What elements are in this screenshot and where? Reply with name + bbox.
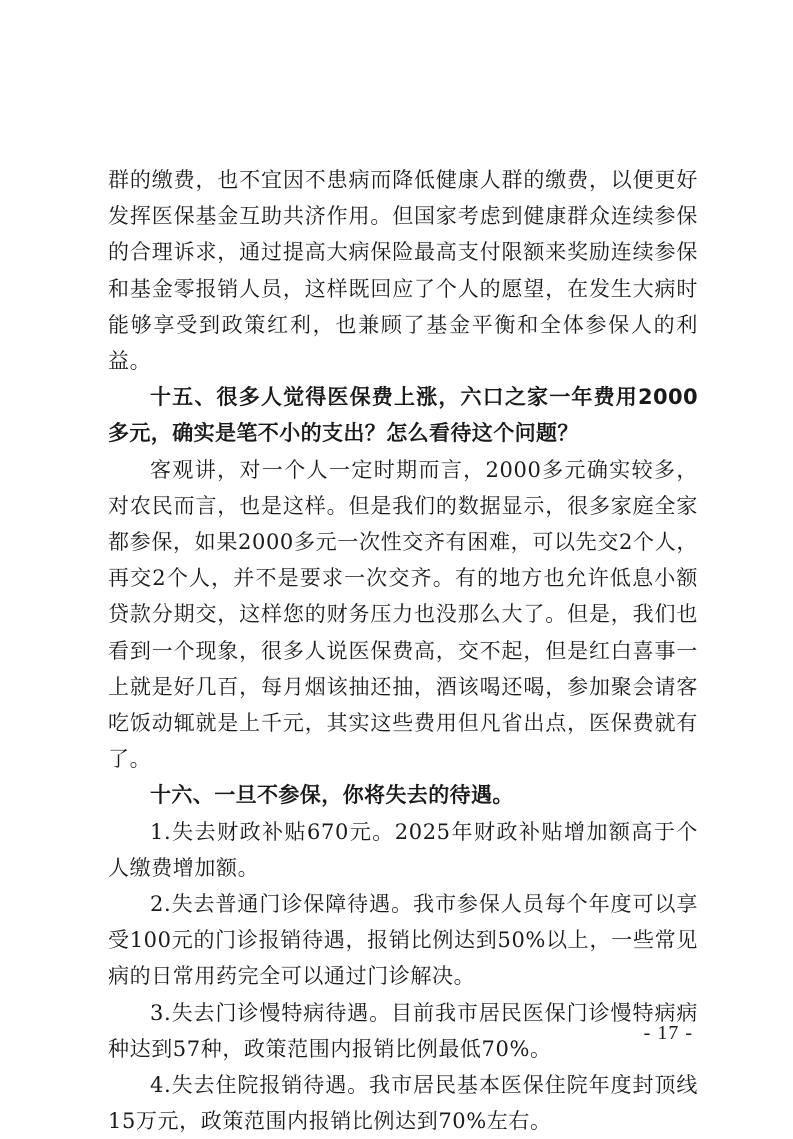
list-item-chronic-disease: 3.失去门诊慢特病待遇。目前我市居民医保门诊慢特病病种达到57种，政策范围内报销比例最低70%。	[108, 1000, 698, 1061]
page-number: - 17 -	[643, 1022, 693, 1044]
list-item-outpatient: 2.失去普通门诊保障待遇。我市参保人员每个年度可以享受100元的门诊报销待遇，报销比例达到50%以上，一些常见病的日常用药完全可以通过门诊解决。	[108, 892, 698, 989]
list-item-hospitalization: 4.失去住院报销待遇。我市居民基本医保住院年度封顶线15万元，政策范围内报销比例达到70%左右。	[108, 1073, 698, 1134]
paragraph-cost-discussion: 客观讲，对一个人一定时期而言，2000多元确实较多，对农民而言，也是这样。但是我们的数据显示，很多家庭全家都参保，如果2000多元一次性交齐有困难，可以先交2个人，再交2个人，并不是要求一次交齐。有的地方也允许低息小额贷款分期交，这样您的财务压力也没那么大了。但是，我们也看到一个现象，很多人说医保费高，交不起，但是红白喜事一上就是好几百，每月烟该抽还抽，酒该喝还喝，参加聚会请客吃饭动辄就是上千元，其实这些费用但凡省出点，医保费就有了。	[108, 457, 698, 772]
heading-fifteen: 十五、很多人觉得医保费上涨，六口之家一年费用2000多元，确实是笔不小的支出？怎么看待这个问题？	[108, 385, 698, 446]
list-item-subsidy: 1.失去财政补贴670元。2025年财政补贴增加额高于个人缴费增加额。	[108, 819, 698, 880]
document-body	[108, 162, 698, 1139]
paragraph-contribution-fairness: 群的缴费，也不宜因不患病而降低健康人群的缴费，以便更好发挥医保基金互助共济作用。但国家考虑到健康群众连续参保的合理诉求，通过提高大病保险最高支付限额来奖励连续参保和基金零报销人员，这样既回应了个人的愿望，在发生大病时能够享受到政策红利，也兼顾了基金平衡和全体参保人的利益。	[108, 168, 698, 374]
heading-sixteen: 十六、一旦不参保，你将失去的待遇。	[150, 783, 514, 808]
